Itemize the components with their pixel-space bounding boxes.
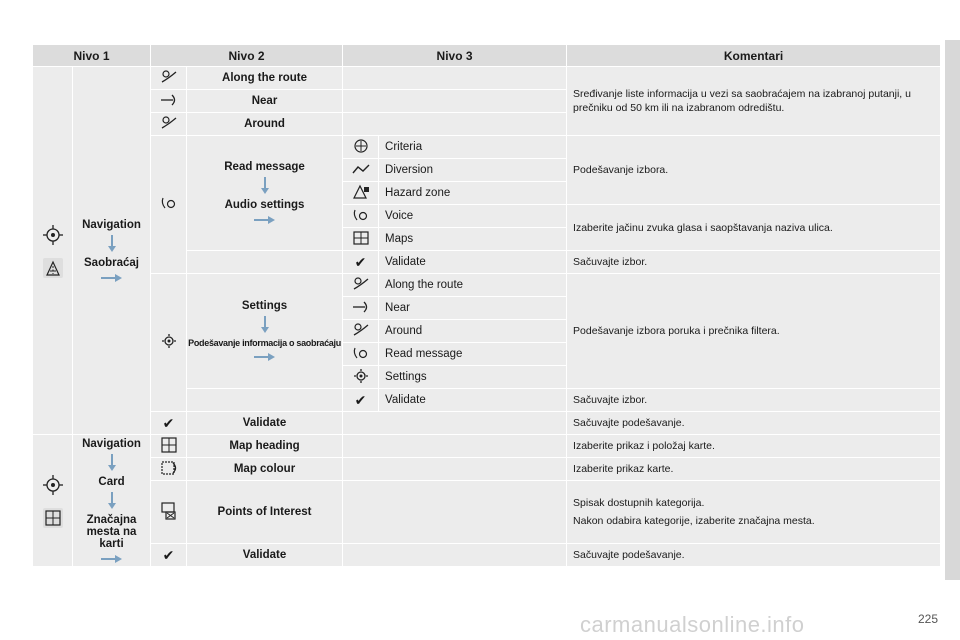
header-row [33, 45, 941, 67]
empty-cell [343, 458, 567, 481]
poi-filter-icon [160, 69, 178, 85]
navigation-label: Navigation [82, 437, 141, 450]
level3-icon-cell [343, 182, 379, 205]
level3-diversion[interactable]: Diversion [379, 159, 567, 182]
comment-validate: Sačuvajte podešavanje. [567, 412, 941, 435]
empty-cell [187, 251, 343, 274]
arrow-right-icon [254, 352, 276, 362]
level2-validate[interactable]: Validate [187, 412, 343, 435]
card-label: Card [98, 475, 125, 488]
comment-poi [567, 481, 941, 544]
empty-cell [343, 90, 567, 113]
level3-maps[interactable]: Maps [379, 228, 567, 251]
navigation-target-icon [42, 224, 64, 246]
arrow-right-icon [254, 215, 276, 225]
empty-cell [343, 67, 567, 90]
comment-validate: Sačuvajte izbor. [567, 389, 941, 412]
table-row [33, 481, 941, 544]
header-komentari: Komentari [567, 45, 941, 67]
level1-icons-traffic [33, 67, 73, 435]
table-row [33, 136, 941, 159]
arrow-down-icon [260, 316, 270, 334]
arrow-down-icon [107, 454, 117, 472]
check-icon: ✔ [162, 546, 175, 563]
level2-icon-cell [151, 544, 187, 567]
level3-read-message[interactable]: Read message [379, 343, 567, 366]
arrow-right-icon [101, 554, 123, 564]
level1-labels-traffic [73, 67, 151, 435]
comment-validate: Sačuvajte podešavanje. [567, 544, 941, 567]
level2-settings[interactable] [187, 274, 343, 389]
arrow-route-icon [160, 93, 178, 107]
level2-read-message[interactable] [187, 136, 343, 251]
read-message-label: Read message [224, 161, 305, 173]
traffic-icon [43, 258, 63, 278]
level3-icon-cell [343, 136, 379, 159]
level3-icon-cell [343, 320, 379, 343]
level3-icon-cell [343, 159, 379, 182]
arrow-down-icon [107, 235, 117, 253]
empty-cell [343, 544, 567, 567]
table-row [33, 274, 941, 297]
voice-icon [160, 196, 178, 210]
page-number: 225 [917, 612, 938, 626]
comment-poi-line1: Spisak dostupnih kategorija. [573, 497, 705, 509]
empty-cell [187, 389, 343, 412]
level3-settings[interactable]: Settings [379, 366, 567, 389]
comment-filter: Sređivanje liste informacija u vezi sa saobraćajem na izabranoj putanji, u prečniku od 50 km ili na izabranom odredištu. [567, 67, 941, 136]
comment-map-colour: Izaberite prikaz karte. [567, 458, 941, 481]
level1-labels-map [73, 435, 151, 567]
level2-icon-cell [151, 136, 187, 274]
level2-icon-cell [151, 274, 187, 412]
level3-icon-cell [343, 228, 379, 251]
level2-around[interactable]: Around [187, 113, 343, 136]
check-icon: ✔ [162, 414, 175, 431]
traffic-label: Saobraćaj [84, 256, 139, 269]
level3-around[interactable]: Around [379, 320, 567, 343]
level3-validate[interactable]: Validate [379, 251, 567, 274]
traffic-info-settings-label: Podešavanje informacija o saobraćaju [188, 338, 341, 348]
header-nivo2: Nivo 2 [151, 45, 343, 67]
level2-icon-cell [151, 90, 187, 113]
table-row [33, 544, 941, 567]
side-tab [945, 40, 960, 580]
comment-settings: Podešavanje izbora poruka i prečnika filtera. [567, 274, 941, 389]
settings-icon [353, 368, 369, 384]
level2-icon-cell [151, 67, 187, 90]
check-icon: ✔ [354, 391, 367, 408]
level3-near[interactable]: Near [379, 297, 567, 320]
level3-hazard-zone[interactable]: Hazard zone [379, 182, 567, 205]
level2-icon-cell [151, 412, 187, 435]
level3-icon-cell [343, 366, 379, 389]
level3-icon-cell [343, 297, 379, 320]
map-heading-icon [160, 436, 178, 454]
comment-voice: Izaberite jačinu zvuka glasa i saopštavanja naziva ulica. [567, 205, 941, 251]
header-nivo3: Nivo 3 [343, 45, 567, 67]
arrow-route-icon [352, 300, 370, 314]
table-row [33, 458, 941, 481]
maps-icon [352, 230, 370, 246]
hazard-icon [352, 184, 370, 200]
comment-poi-line2: Nakon odabira kategorije, izaberite značajna mesta. [573, 515, 815, 527]
empty-cell [343, 481, 567, 544]
empty-cell [343, 113, 567, 136]
level2-points-of-interest[interactable]: Points of Interest [187, 481, 343, 544]
table-row [33, 412, 941, 435]
menu-table [32, 44, 941, 567]
level2-along-route[interactable]: Along the route [187, 67, 343, 90]
poi-filter-icon [352, 276, 370, 292]
level2-icon-cell [151, 435, 187, 458]
map-colour-icon [159, 459, 179, 477]
map-icon [43, 508, 63, 528]
level2-map-colour[interactable]: Map colour [187, 458, 343, 481]
poi-on-map-label: Značajna mesta na karti [86, 513, 137, 550]
criteria-icon [352, 137, 370, 155]
audio-settings-label: Audio settings [224, 199, 305, 211]
level3-criteria[interactable]: Criteria [379, 136, 567, 159]
check-icon: ✔ [354, 253, 367, 270]
arrow-down-icon [107, 492, 117, 510]
watermark: carmanualsonline.info [580, 612, 805, 637]
level3-along-route[interactable]: Along the route [379, 274, 567, 297]
empty-cell [343, 412, 567, 435]
level3-validate[interactable]: Validate [379, 389, 567, 412]
settings-icon [161, 333, 177, 349]
comment-map-heading: Izaberite prikaz i položaj karte. [567, 435, 941, 458]
comment-criteria: Podešavanje izbora. [567, 136, 941, 205]
level2-icon-cell [151, 481, 187, 544]
diversion-icon [352, 162, 370, 176]
level3-icon-cell [343, 274, 379, 297]
level2-map-heading[interactable]: Map heading [187, 435, 343, 458]
settings-label: Settings [241, 300, 288, 312]
level2-near[interactable]: Near [187, 90, 343, 113]
empty-cell [343, 435, 567, 458]
table-row [33, 67, 941, 90]
comment-validate: Sačuvajte izbor. [567, 251, 941, 274]
voice-icon [352, 346, 370, 360]
level3-icon-cell [343, 205, 379, 228]
level3-icon-cell [343, 389, 379, 412]
level3-voice[interactable]: Voice [379, 205, 567, 228]
navigation-target-icon [42, 474, 64, 496]
navigation-label: Navigation [82, 218, 141, 231]
points-of-interest-icon [160, 501, 178, 521]
poi-filter-icon [160, 115, 178, 131]
level2-validate[interactable]: Validate [187, 544, 343, 567]
level1-icons-map [33, 435, 73, 567]
level3-icon-cell [343, 343, 379, 366]
table-row [33, 435, 941, 458]
arrow-right-icon [101, 273, 123, 283]
level3-icon-cell [343, 251, 379, 274]
level2-icon-cell [151, 113, 187, 136]
arrow-down-icon [260, 177, 270, 195]
voice-icon [352, 208, 370, 222]
header-nivo1: Nivo 1 [33, 45, 151, 67]
level2-icon-cell [151, 458, 187, 481]
poi-filter-icon [352, 322, 370, 338]
